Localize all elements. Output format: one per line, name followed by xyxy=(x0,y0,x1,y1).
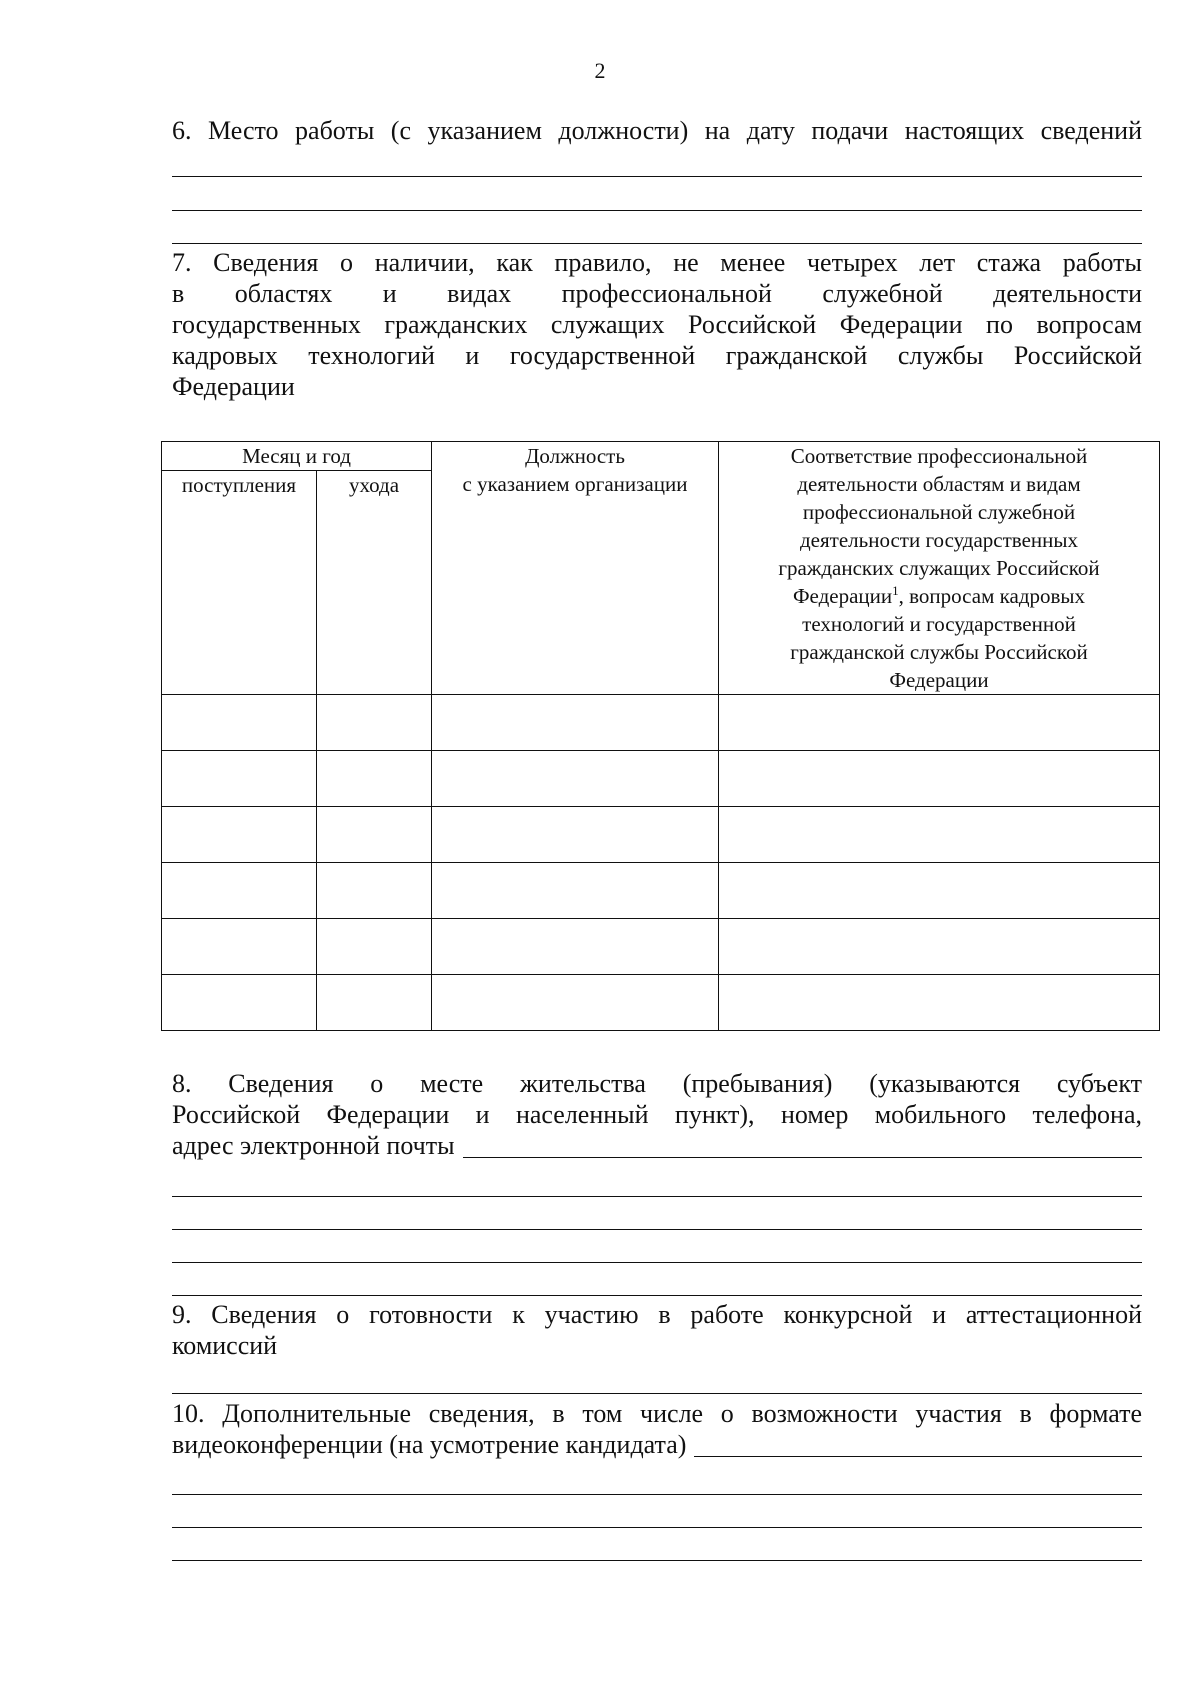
cell-compliance[interactable] xyxy=(719,807,1160,863)
section-10-line-1: 10. Дополнительные сведения, в том числе о возможности участия в формате xyxy=(172,1399,1142,1428)
section-8-answer-line-3[interactable] xyxy=(172,1262,1142,1263)
cell-position[interactable] xyxy=(432,807,719,863)
cell-start[interactable] xyxy=(162,863,317,919)
section-10-inline-answer-line[interactable] xyxy=(694,1456,1142,1457)
section-9-heading xyxy=(172,1299,1142,1361)
header-position xyxy=(432,442,719,695)
section-8-line-1: 8. Сведения о месте жительства (пребывания) (указываются субъект xyxy=(172,1069,1142,1098)
section-6-line: 6. Место работы (с указанием должности) на дату подачи настоящих сведений xyxy=(172,116,1142,145)
section-10-line-2: видеоконференции (на усмотрение кандидата) xyxy=(172,1430,687,1459)
cell-position[interactable] xyxy=(432,695,719,751)
cell-compliance[interactable] xyxy=(719,975,1160,1031)
table-row xyxy=(162,695,1160,751)
cell-compliance[interactable] xyxy=(719,751,1160,807)
section-7-line-1: 7. Сведения о наличии, как правило, не менее четырех лет стажа работы xyxy=(172,248,1142,277)
section-9-line-1: 9. Сведения о готовности к участию в работе конкурсной и аттестационной xyxy=(172,1300,1142,1329)
section-7-line-3: государственных гражданских служащих Российской Федерации по вопросам xyxy=(172,310,1142,339)
table-row xyxy=(162,863,1160,919)
cell-end[interactable] xyxy=(317,863,432,919)
cell-compliance[interactable] xyxy=(719,919,1160,975)
cell-position[interactable] xyxy=(432,751,719,807)
section-10-row xyxy=(172,1429,1142,1460)
section-8-heading xyxy=(172,1068,1142,1130)
section-8-answer-line-2[interactable] xyxy=(172,1229,1142,1230)
cell-start[interactable] xyxy=(162,919,317,975)
cell-start[interactable] xyxy=(162,807,317,863)
header-compliance xyxy=(719,442,1160,695)
cell-end[interactable] xyxy=(317,751,432,807)
section-6-answer-line-3[interactable] xyxy=(172,243,1142,244)
header-position-line-1: Должность xyxy=(525,444,625,468)
email-answer-line[interactable] xyxy=(463,1157,1142,1158)
section-10-heading xyxy=(172,1398,1142,1429)
cell-end[interactable] xyxy=(317,695,432,751)
cell-position[interactable] xyxy=(432,863,719,919)
section-6-answer-line-1[interactable] xyxy=(172,176,1142,177)
section-7-line-5: Федерации xyxy=(172,372,295,401)
table-row xyxy=(162,975,1160,1031)
cell-position[interactable] xyxy=(432,919,719,975)
table-row xyxy=(162,807,1160,863)
cell-start[interactable] xyxy=(162,975,317,1031)
cell-end[interactable] xyxy=(317,807,432,863)
header-compliance-text: Соответствие профессиональной деятельности областям и видам профессиональной служебной деятельности государственных гражданских служащих Российской Федерации xyxy=(778,444,1100,608)
header-month-year: Месяц и год xyxy=(162,442,432,471)
header-compliance-text-end: , вопросам кадровых технологий и государственной гражданской службы Российской Федерации xyxy=(790,584,1088,692)
section-8-answer-line-1[interactable] xyxy=(172,1196,1142,1197)
section-7-line-2: в областях и видах профессиональной служебной деятельности xyxy=(172,279,1142,308)
table-row xyxy=(162,919,1160,975)
section-6-heading xyxy=(172,115,1142,146)
header-end-date: ухода xyxy=(317,471,432,695)
section-7-heading xyxy=(172,247,1142,402)
page-number: 2 xyxy=(594,58,606,83)
section-9-line-2: комиссий xyxy=(172,1331,278,1360)
section-10-answer-line-3[interactable] xyxy=(172,1560,1142,1561)
header-start-date: поступления xyxy=(162,471,317,695)
section-6-answer-line-2[interactable] xyxy=(172,210,1142,211)
header-position-line-2: с указанием организации xyxy=(462,472,688,496)
section-9-answer-line[interactable] xyxy=(172,1393,1142,1394)
section-8-line-3: адрес электронной почты xyxy=(172,1131,455,1160)
cell-start[interactable] xyxy=(162,751,317,807)
section-8-email-row xyxy=(172,1130,1142,1161)
section-10-answer-line-2[interactable] xyxy=(172,1527,1142,1528)
cell-end[interactable] xyxy=(317,919,432,975)
cell-compliance[interactable] xyxy=(719,695,1160,751)
experience-table xyxy=(161,441,1160,1031)
section-7-line-4: кадровых технологий и государственной гражданской службы Российской xyxy=(172,341,1142,370)
section-8-line-2: Российской Федерации и населенный пункт), номер мобильного телефона, xyxy=(172,1100,1142,1129)
footnote-mark: 1 xyxy=(892,583,899,598)
cell-start[interactable] xyxy=(162,695,317,751)
cell-position[interactable] xyxy=(432,975,719,1031)
section-10-answer-line-1[interactable] xyxy=(172,1494,1142,1495)
table-row xyxy=(162,751,1160,807)
cell-compliance[interactable] xyxy=(719,863,1160,919)
cell-end[interactable] xyxy=(317,975,432,1031)
section-8-answer-line-4[interactable] xyxy=(172,1295,1142,1296)
